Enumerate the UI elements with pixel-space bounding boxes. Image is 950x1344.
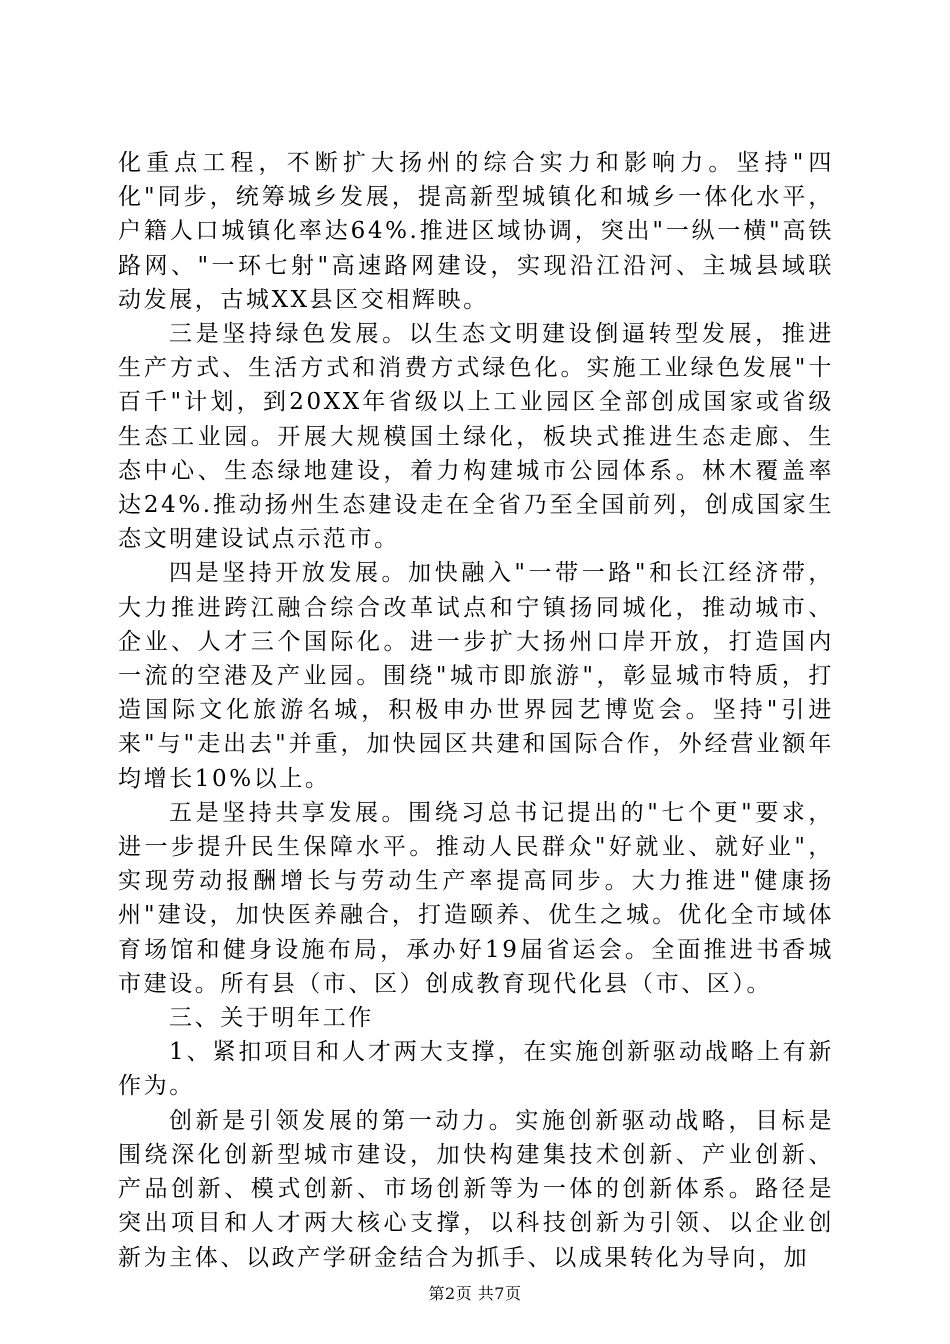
subsection-heading-innovation: 1、紧扣项目和人才两大支撑，在实施创新驱动战略上有新作为。	[118, 1039, 834, 1100]
paragraph-green-development: 三是坚持绿色发展。以生态文明建设倒逼转型发展，推进生产方式、生活方式和消费方式绿色化。实施工业绿色发展"十百千"计划，到20XX年省级以上工业园区全部创成国家或省级生态工业园。开展大规模国土绿化，板块式推进生态走廊、生态中心、生态绿地建设，着力构建城市公园体系。林木覆盖率达24%.推动扬州生态建设走在全省乃至全国前列，创成国家生态文明建设试点示范市。	[118, 321, 834, 553]
paragraph-open-development: 四是坚持开放发展。加快融入"一带一路"和长江经济带，大力推进跨江融合综合改革试点和宁镇扬同城化，推动城市、企业、人才三个国际化。进一步扩大扬州口岸开放，打造国内一流的空港及产业园。围绕"城市即旅游"，彰显城市特质，打造国际文化旅游名城，积极申办世界园艺博览会。坚持"引进来"与"走出去"并重，加快园区共建和国际合作，外经营业额年均增长10%以上。	[118, 560, 834, 792]
page-footer: 第2页 共7页	[428, 1284, 522, 1303]
paragraph-shared-development: 五是坚持共享发展。围绕习总书记提出的"七个更"要求，进一步提升民生保障水平。推动人民群众"好就业、就好业"，实现劳动报酬增长与劳动生产率提高同步。大力推进"健康扬州"建设，加快医养融合，打造颐养、优生之城。优化全市域体育场馆和健身设施布局，承办好19届省运会。全面推进书香城市建设。所有县（市、区）创成教育现代化县（市、区）。	[118, 799, 834, 997]
paragraph-urbanization: 化重点工程，不断扩大扬州的综合实力和影响力。坚持"四化"同步，统筹城乡发展，提高新型城镇化和城乡一体化水平，户籍人口城镇化率达64%.推进区域协调，突出"一纵一横"高铁路网、"一环七射"高速路网建设，实现沿江沿河、主城县域联动发展，古城XX县区交相辉映。	[118, 150, 834, 313]
document-body	[118, 146, 834, 1275]
section-heading-next-year: 三、关于明年工作	[169, 1005, 374, 1032]
paragraph-innovation: 创新是引领发展的第一动力。实施创新驱动战略，目标是围绕深化创新型城市建设，加快构建集技术创新、产业创新、产品创新、模式创新、市场创新等为一体的创新体系。路径是突出项目和人才两大核心支撑，以科技创新为引领、以企业创新为主体、以政产学研金结合为抓手、以成果转化为导向，加	[118, 1107, 834, 1271]
